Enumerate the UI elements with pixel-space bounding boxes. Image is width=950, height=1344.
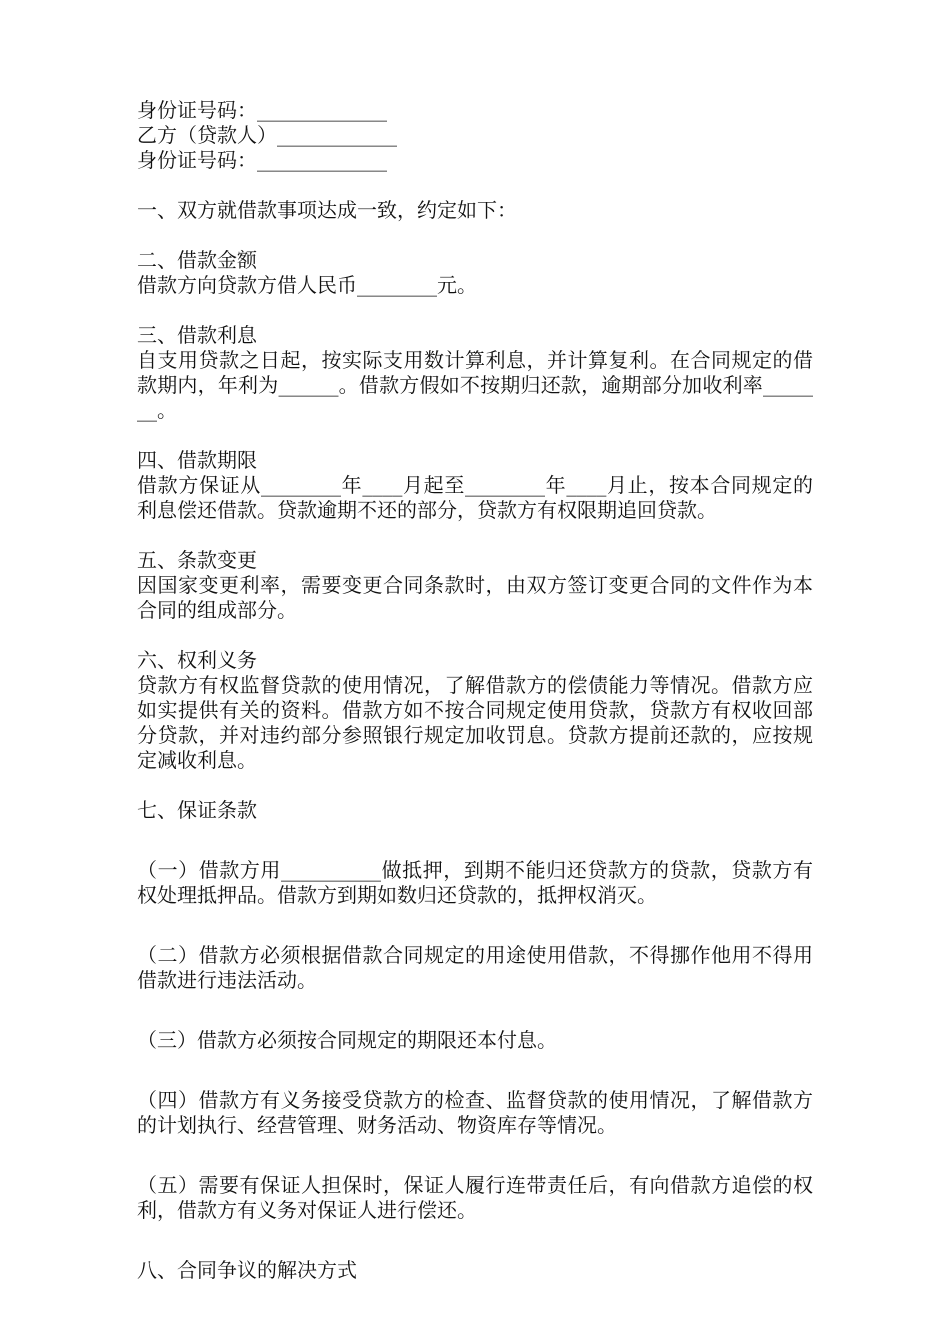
party-a-id-line: 身份证号码：_____________ [137,98,387,122]
section-body-changes: 因国家变更利率，需要变更合同条款时，由双方签订变更合同的文件作为本合同的组成部分。 [137,573,813,622]
section-heading-term: 四、借款期限 [137,448,257,472]
section-body-rights: 贷款方有权监督贷款的使用情况，了解借款方的偿债能力等情况。借款方应如实提供有关的资料。借款方如不按合同规定使用贷款，贷款方有权收回部分贷款，并对违约部分参照银行规定加收罚息。贷款方提前还款的，应按规定减收利息。 [137,673,813,772]
section-body-amount: 借款方向贷款方借人民币________元。 [137,273,477,297]
guarantee-item-3: （三）借款方必须按合同规定的期限还本付息。 [137,1028,557,1052]
section-heading-interest: 三、借款利息 [137,323,257,347]
guarantee-item-1: （一）借款方用__________做抵押，到期不能归还贷款方的贷款，贷款方有权处理抵押品。借款方到期如数归还贷款的，抵押权消灭。 [137,858,813,907]
guarantee-item-2: （二）借款方必须根据借款合同规定的用途使用借款，不得挪作他用不得用借款进行违法活动。 [137,943,813,992]
party-b-line: 乙方（贷款人）____________ [137,123,397,147]
section-heading-guarantee: 七、保证条款 [137,798,257,822]
section-heading-rights: 六、权利义务 [137,648,257,672]
section-body-interest: 自支用贷款之日起，按实际支用数计算利息，并计算复利。在合同规定的借款期内，年利为______。借款方假如不按期归还款，逾期部分加收利率_______。 [137,348,813,422]
party-b-id-line: 身份证号码：_____________ [137,148,387,172]
section-body-term: 借款方保证从________年____月起至________年____月止，按本合同规定的利息偿还借款。贷款逾期不还的部分，贷款方有权限期追回贷款。 [137,473,813,522]
intro-clause: 一、双方就借款事项达成一致，约定如下： [137,198,517,222]
section-heading-amount: 二、借款金额 [137,248,257,272]
section-heading-changes: 五、条款变更 [137,548,257,572]
section-heading-dispute: 八、合同争议的解决方式 [137,1258,357,1282]
document-body [137,98,813,1283]
guarantee-item-4: （四）借款方有义务接受贷款方的检查、监督贷款的使用情况，了解借款方的计划执行、经营管理、财务活动、物资库存等情况。 [137,1088,813,1137]
guarantee-item-5: （五）需要有保证人担保时，保证人履行连带责任后，有向借款方追偿的权利，借款方有义务对保证人进行偿还。 [137,1173,813,1222]
